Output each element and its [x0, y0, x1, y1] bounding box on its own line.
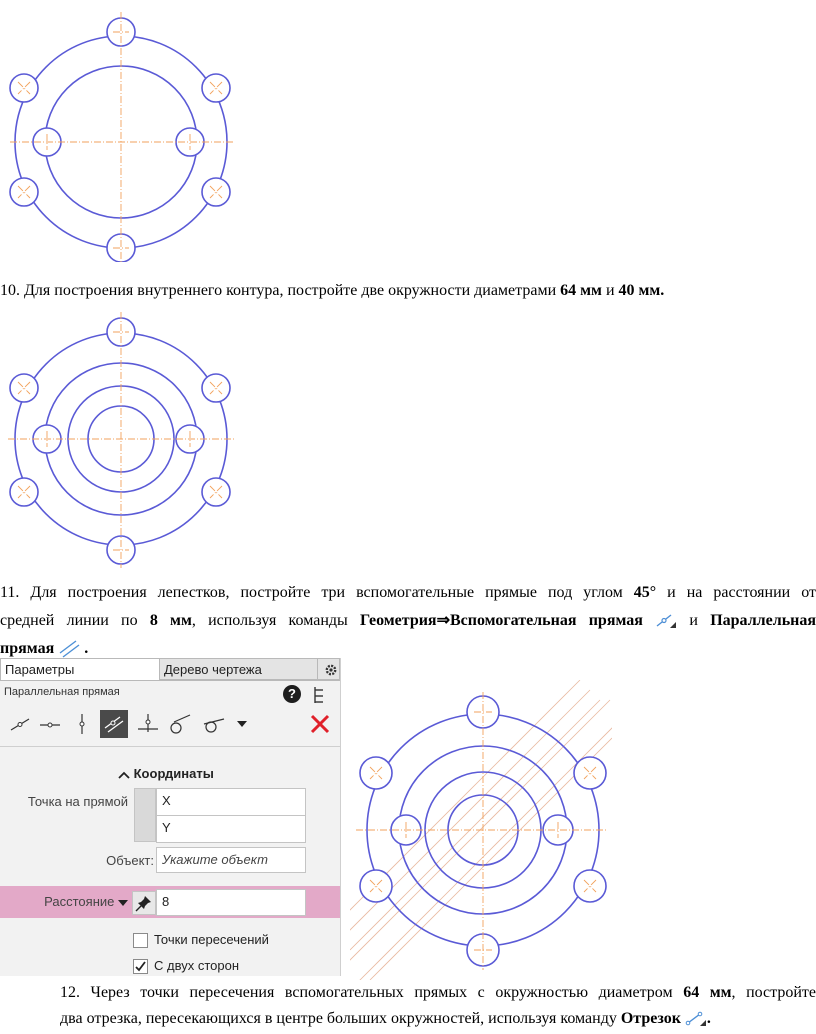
distance-input[interactable] [156, 889, 306, 916]
point-selector[interactable] [134, 788, 156, 842]
distance-value: 8 [162, 894, 170, 909]
chevron-up-icon [118, 770, 130, 780]
object-placeholder: Укажите объект [162, 852, 268, 867]
step-10-text [0, 276, 816, 306]
step-text: , используя команды [191, 612, 360, 629]
step-bold: . [84, 640, 89, 657]
tangent-line-button[interactable] [166, 710, 194, 738]
segment-icon [685, 1010, 707, 1028]
parallel-line-icon [58, 639, 80, 659]
command-title: Параллельная прямая [4, 686, 120, 698]
step-number: 12. [60, 984, 80, 1001]
step-text: Для построения лепестков, постройте три вспомогательные прямые под углом [19, 584, 634, 601]
step-number: 11. [0, 584, 20, 601]
step-11-line-1 [0, 578, 816, 608]
tangent-two-curves-button[interactable] [200, 710, 228, 738]
drawing-flange-outer [0, 0, 240, 262]
parallel-line-button[interactable] [100, 710, 128, 738]
step-bold: прямая [0, 640, 55, 657]
dropdown-arrow-icon[interactable] [228, 710, 256, 738]
x-coordinate-field[interactable] [156, 788, 306, 816]
horizontal-line-button[interactable] [36, 710, 64, 738]
step-bold: . [706, 1010, 711, 1027]
step-bold: Параллельная [710, 612, 816, 629]
section-coordinates[interactable] [118, 766, 214, 781]
command-toolbar [0, 706, 340, 742]
distance-label[interactable] [4, 894, 128, 909]
help-icon[interactable]: ? [283, 685, 301, 703]
step-text: и [689, 612, 711, 629]
both-sides-checkbox[interactable] [133, 959, 148, 974]
intersection-points-checkbox[interactable] [133, 933, 148, 948]
step-number: 10. [0, 282, 20, 299]
step-bold: Геометрия⇒Вспомогательная прямая [360, 612, 643, 629]
drawing-flange-inner [0, 306, 240, 574]
step-text: и на расстоянии от [656, 584, 816, 601]
line-two-points-button[interactable] [6, 710, 34, 738]
object-field[interactable] [156, 847, 306, 873]
perpendicular-line-button[interactable] [134, 710, 162, 738]
dropdown-arrow-icon [118, 899, 128, 907]
tab-parameters[interactable]: Параметры [0, 658, 160, 680]
close-icon[interactable] [308, 712, 332, 736]
x-label: X [162, 793, 171, 808]
gear-icon[interactable] [318, 658, 340, 680]
step-11-line-2 [0, 606, 816, 636]
step-bold: 45° [633, 584, 657, 601]
drawing-flange-auxiliary [350, 680, 612, 980]
step-bold: 40 мм. [618, 282, 665, 299]
step-bold: Отрезок [620, 1010, 681, 1027]
step-text: средней линии по [0, 612, 150, 629]
point-on-line-label: Точка на прямой [27, 794, 128, 809]
intersection-points-label: Точки пересечений [154, 932, 269, 947]
divider [0, 746, 340, 747]
panel-tabs [0, 658, 340, 681]
vertical-line-button[interactable] [68, 710, 96, 738]
pin-icon[interactable] [132, 891, 156, 915]
auxiliary-line-icon [655, 612, 677, 630]
step-bold: 8 мм [149, 612, 192, 629]
step-12-line-2 [60, 1004, 816, 1034]
step-text: два отрезка, пересекающихся в центре больших окружностей, используя команду [60, 1010, 621, 1027]
both-sides-label: С двух сторон [154, 958, 239, 973]
step-bold: 64 мм [683, 984, 732, 1001]
section-title-label: Координаты [133, 766, 214, 781]
tab-drawing-tree[interactable]: Дерево чертежа [160, 658, 318, 680]
check-icon [134, 960, 147, 973]
step-bold: 64 мм [560, 282, 602, 299]
step-text: Для построения внутреннего контура, постройте две окружности диаметрами [20, 282, 561, 299]
parameters-panel [0, 658, 341, 976]
step-text: и [601, 282, 619, 299]
step-text: , постройте [731, 984, 816, 1001]
y-label: Y [162, 820, 171, 835]
step-text: Через точки пересечения вспомогательных прямых с окружностью диаметром [80, 984, 684, 1001]
tree-icon[interactable] [312, 685, 326, 705]
y-coordinate-field[interactable] [156, 815, 306, 843]
distance-label-text: Расстояние [44, 894, 115, 909]
object-label: Объект: [106, 853, 154, 868]
